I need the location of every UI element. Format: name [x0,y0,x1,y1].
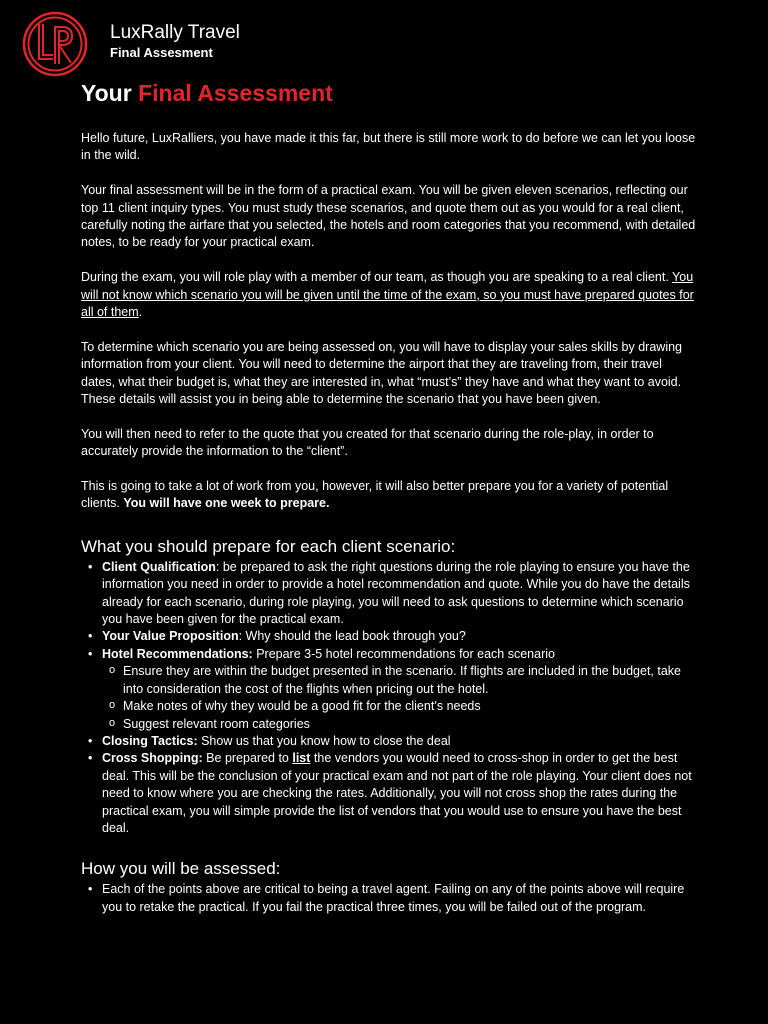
intro-paragraph-4: To determine which scenario you are being assessed on, you will have to display your sales skills by drawing information from your client. You will need to determine the airport that they are traveling from, their travel dates, what their budget is, what they are interested in, what “must’s” they have and what they want to avoid. These details will assist you in being able to determine the scenario that you have been given. [81,339,683,407]
list-item-closing-tactics [102,733,696,750]
document-subtitle: Final Assesment [110,45,213,60]
sublist-item: o Suggest relevant room categories [123,716,696,733]
p3-underlined: You will not know which scenario you will be given until the time of the exam, so you must have prepared quotes for all of them [81,270,694,320]
luxrally-logo [22,11,88,77]
prepare-heading: What you should prepare for each client scenario: [81,536,456,556]
p3-text: During the exam, you will role play with a member of our team, as though you are speaking to a real client. [81,270,673,285]
sublist-item: o Ensure they are within the budget presented in the scenario. If flights are included in the budget, take into consideration the cost of the flights when pricing out the hotel. [123,663,696,698]
logo-mark [22,11,88,77]
prepare-list [81,559,696,838]
intro-paragraph-6 [81,478,696,513]
list-item-cross-shopping [102,750,696,837]
item-text-continued: the vendors you would need to cross-shop in order to get the best deal. This will be the conclusion of your practical exam and not part of the role playing. Your client does not need to know where you are checking the rates. Additionally, you will not cross shop the rates during the practical exam, you will simple provide the list of vendors that you would use to ensure you have the best deal. [102,751,692,835]
sublist-item: o Make notes of why they would be a good fit for the client’s needs [123,698,696,715]
intro-paragraph-2: Your final assessment will be in the form of a practical exam. You will be given eleven scenarios, reflecting our top 11 client inquiry types. You must study these scenarios, and quote them out as you would for a real client, carefully noting the airfare that you selected, the hotels and room categories that you recommend, with detailed notes, to be ready for your practical exam. [81,183,696,250]
item-label: Closing Tactics: [102,733,198,748]
assessed-heading: How you will be assessed: [81,859,281,879]
p6-bold: You will have one week to prepare. [123,496,330,511]
intro-paragraph-1: Hello future, LuxRalliers, you have made it this far, but there is still more work to do before we can let you loose in the wild. [81,131,696,163]
list-emphasis: list [292,751,311,766]
intro-paragraph-3 [81,269,696,321]
item-text: Prepare 3-5 hotel recommendations for each scenario [252,646,555,661]
list-item-value-proposition [102,628,696,645]
item-label: Cross Shopping: [102,751,203,766]
document-body [81,130,696,916]
list-item-hotel-recommendations [102,646,696,733]
intro-paragraph-5: You will then need to refer to the quote that you created for that scenario during the role-play, in order to accurately provide the information to the “client”. [81,426,654,459]
list-item-client-qualification [102,559,696,629]
item-text: : be prepared to ask the right questions during the role playing to ensure you have the information you need in order to provide a hotel recommendation and quote. While you do have the details already for each scenario, during role playing, you will need to ask questions to determine which scenario you have been given for the practical exam. [102,559,690,627]
title-prefix: Your [81,80,132,106]
p6-text: This is going to take a lot of work from you, however, it will also better prepare you for a variety of potential clients. [81,479,669,511]
assessed-list [81,881,696,916]
title-accent: Final Assessment [138,80,333,106]
item-label: Your Value Proposition [102,629,239,644]
p3-end: . [138,305,143,320]
list-item-assessment: • Each of the points above are critical to being a travel agent. Failing on any of the points above will require you to retake the practical. If you fail the practical three times, you will be failed out of the program. [102,881,696,916]
page-title [81,79,333,107]
item-label: Client Qualification [102,559,216,574]
item-text: : Why should the lead book through you? [238,629,466,644]
brand-name: LuxRally Travel [110,22,240,43]
hotel-sublist [102,663,696,733]
item-text: Show us that you know how to close the deal [197,733,451,748]
item-text: Be prepared to [202,751,293,766]
item-label: Hotel Recommendations: [102,646,253,661]
brand-block [110,22,240,61]
